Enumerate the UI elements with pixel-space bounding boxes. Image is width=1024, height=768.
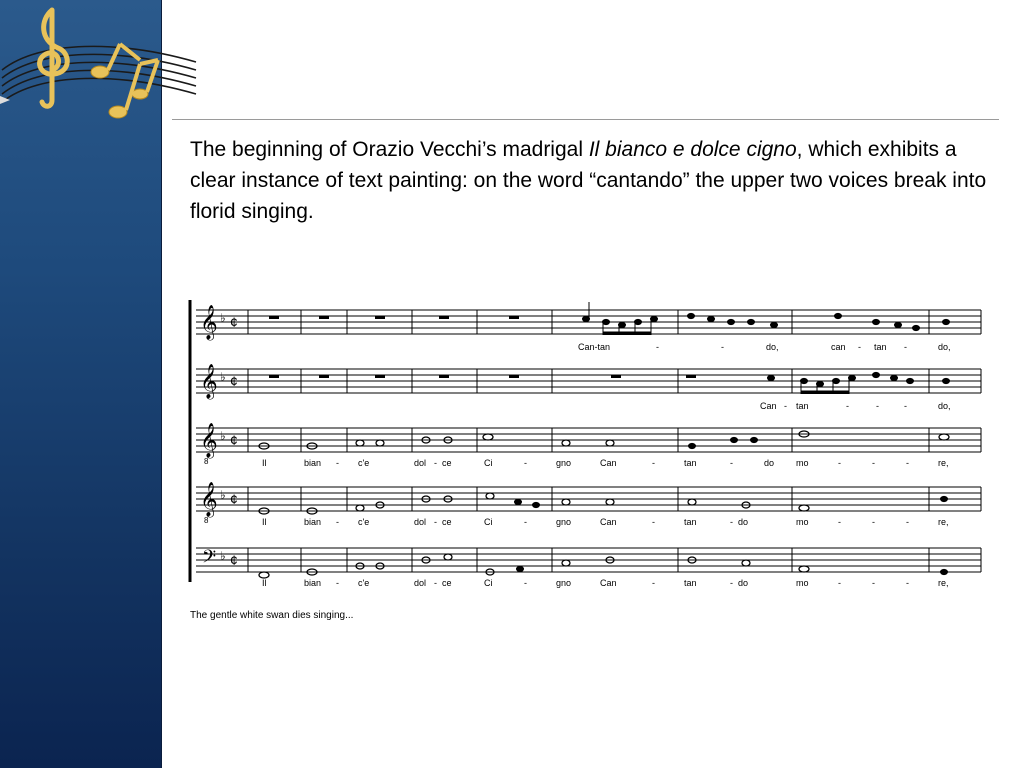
staff-quinto xyxy=(196,482,981,527)
svg-text:dol: dol xyxy=(414,578,427,588)
translation-text: The gentle white swan dies singing... xyxy=(190,610,354,621)
svg-text:can: can xyxy=(831,342,846,352)
svg-text:-: - xyxy=(872,578,875,588)
svg-text:Ci: Ci xyxy=(484,458,493,468)
svg-text:-: - xyxy=(838,517,841,527)
svg-text:do: do xyxy=(764,458,775,468)
svg-text:Can: Can xyxy=(760,401,777,411)
svg-text:♭: ♭ xyxy=(220,429,226,443)
svg-text:-: - xyxy=(721,342,724,352)
svg-text:Can: Can xyxy=(600,517,617,527)
treble-clef-icon: 𝄞 xyxy=(200,483,218,516)
svg-text:Can-tan: Can-tan xyxy=(578,342,611,352)
svg-text:8: 8 xyxy=(204,516,209,525)
svg-text:tan: tan xyxy=(684,517,697,527)
svg-text:-: - xyxy=(904,401,907,411)
svg-text:¢: ¢ xyxy=(230,491,238,507)
svg-text:c'e: c'e xyxy=(358,517,370,527)
svg-text:-: - xyxy=(876,401,879,411)
svg-text:-: - xyxy=(336,578,339,588)
treble-clef-icon: 𝄞 xyxy=(200,424,218,457)
svg-text:-: - xyxy=(652,458,655,468)
svg-text:tan: tan xyxy=(874,342,887,352)
svg-text:bian: bian xyxy=(304,578,322,588)
svg-text:Can: Can xyxy=(600,578,617,588)
svg-text:tan: tan xyxy=(796,401,809,411)
svg-text:Ci: Ci xyxy=(484,517,493,527)
svg-text:-: - xyxy=(524,578,527,588)
svg-text:♭: ♭ xyxy=(220,549,226,563)
svg-text:do: do xyxy=(738,517,749,527)
svg-text:dol: dol xyxy=(414,517,427,527)
caption-text: The beginning of Orazio Vecchi’s madrigal Il bianco e dolce cigno, which exhibits a clear instance of text painting: on the word “cantando” the upper two voices break into florid singing. xyxy=(190,138,987,223)
svg-text:do,: do, xyxy=(938,342,951,352)
svg-text:-: - xyxy=(872,458,875,468)
svg-text:-: - xyxy=(872,517,875,527)
svg-text:mo: mo xyxy=(796,458,809,468)
madrigal-title: Il bianco e dolce cigno xyxy=(588,138,797,161)
svg-text:gno: gno xyxy=(556,578,572,588)
svg-text:-: - xyxy=(784,401,787,411)
svg-text:gno: gno xyxy=(556,458,572,468)
svg-text:Can: Can xyxy=(600,458,617,468)
svg-text:♭: ♭ xyxy=(220,311,226,325)
svg-text:-: - xyxy=(838,458,841,468)
svg-text:re,: re, xyxy=(938,517,949,527)
svg-text:-: - xyxy=(656,342,659,352)
svg-text:-: - xyxy=(838,578,841,588)
svg-text:-: - xyxy=(434,517,437,527)
svg-text:¢: ¢ xyxy=(230,314,238,330)
svg-text:-: - xyxy=(906,578,909,588)
svg-text:ce: ce xyxy=(442,517,452,527)
svg-text:-: - xyxy=(904,342,907,352)
svg-text:re,: re, xyxy=(938,458,949,468)
svg-text:-: - xyxy=(524,458,527,468)
svg-text:-: - xyxy=(906,517,909,527)
svg-text:bian: bian xyxy=(304,517,322,527)
svg-text:¢: ¢ xyxy=(230,373,238,389)
svg-text:♭: ♭ xyxy=(220,370,226,384)
svg-text:-: - xyxy=(730,578,733,588)
treble-clef-icon: 𝄞 xyxy=(200,365,218,398)
staff-tenor xyxy=(196,423,981,468)
header-divider xyxy=(172,119,999,120)
svg-text:mo: mo xyxy=(796,517,809,527)
svg-text:do,: do, xyxy=(938,401,951,411)
svg-text:¢: ¢ xyxy=(230,552,238,568)
svg-text:tan: tan xyxy=(684,458,697,468)
music-score xyxy=(186,296,986,606)
svg-text:bian: bian xyxy=(304,458,322,468)
music-staff-treble-clef-icon xyxy=(0,0,200,130)
svg-text:re,: re, xyxy=(938,578,949,588)
svg-text:gno: gno xyxy=(556,517,572,527)
svg-text:-: - xyxy=(652,517,655,527)
svg-text:tan: tan xyxy=(684,578,697,588)
svg-text:c'e: c'e xyxy=(358,578,370,588)
svg-text:Il: Il xyxy=(262,517,267,527)
svg-text:-: - xyxy=(652,578,655,588)
svg-text:-: - xyxy=(858,342,861,352)
svg-text:dol: dol xyxy=(414,458,427,468)
staff-bass xyxy=(196,546,981,588)
svg-text:do: do xyxy=(738,578,749,588)
svg-text:do,: do, xyxy=(766,342,779,352)
svg-text:-: - xyxy=(730,458,733,468)
svg-text:Il: Il xyxy=(262,458,267,468)
svg-text:¢: ¢ xyxy=(230,432,238,448)
svg-text:-: - xyxy=(846,401,849,411)
svg-text:ce: ce xyxy=(442,578,452,588)
svg-text:Ci: Ci xyxy=(484,578,493,588)
svg-text:-: - xyxy=(336,458,339,468)
svg-text:-: - xyxy=(336,517,339,527)
svg-text:-: - xyxy=(730,517,733,527)
svg-text:-: - xyxy=(434,458,437,468)
svg-text:8: 8 xyxy=(204,457,209,466)
svg-text:-: - xyxy=(434,578,437,588)
svg-text:-: - xyxy=(524,517,527,527)
svg-text:-: - xyxy=(906,458,909,468)
staff-alto xyxy=(196,364,981,411)
svg-text:♭: ♭ xyxy=(220,488,226,502)
svg-text:c'e: c'e xyxy=(358,458,370,468)
sidebar-panel xyxy=(0,0,162,768)
svg-text:mo: mo xyxy=(796,578,809,588)
svg-text:ce: ce xyxy=(442,458,452,468)
staff-soprano xyxy=(196,302,981,352)
treble-clef-icon: 𝄞 xyxy=(200,306,218,339)
svg-text:Il: Il xyxy=(262,578,267,588)
bass-clef-icon: 𝄢 xyxy=(202,546,217,571)
